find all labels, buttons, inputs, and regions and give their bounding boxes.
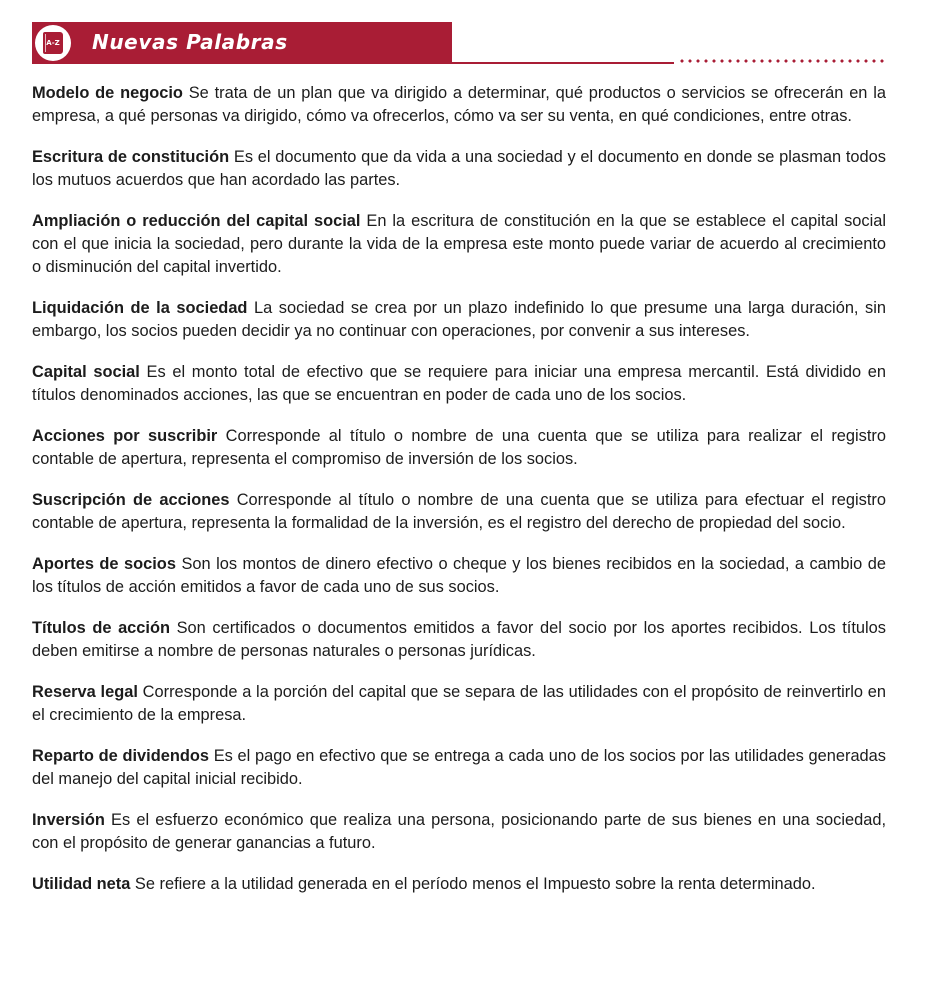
glossary-term: Escritura de constitución bbox=[32, 148, 230, 166]
glossary-entry bbox=[32, 361, 886, 407]
glossary-entry bbox=[32, 617, 886, 663]
glossary-term: Liquidación de la sociedad bbox=[32, 299, 248, 317]
glossary-term: Modelo de negocio bbox=[32, 84, 183, 102]
glossary-definition: La sociedad se crea por un plazo indefinido lo que presume una larga duración, sin embargo, los socios pueden decidir ya no continuar con operaciones, por convenir a sus intereses. bbox=[32, 299, 886, 340]
glossary-term: Ampliación o reducción del capital social bbox=[32, 212, 361, 230]
glossary-entry bbox=[32, 553, 886, 599]
glossary-term: Reserva legal bbox=[32, 683, 138, 701]
dictionary-book-icon bbox=[43, 32, 63, 54]
icon-label: A-Z bbox=[46, 39, 60, 47]
glossary-definition: Corresponde al título o nombre de una cuenta que se utiliza para realizar el registro contable de apertura, representa el compromiso de inversión de los socios. bbox=[32, 427, 887, 468]
glossary-list bbox=[32, 82, 886, 914]
glossary-definition: En la escritura de constitución en la que se establece el capital social con el que inicia la sociedad, pero durante la vida de la empresa este monto puede variar de acuerdo al crecimiento o disminución del capital invertido. bbox=[32, 212, 886, 276]
glossary-definition: Corresponde al título o nombre de una cuenta que se utiliza para efectuar el registro contable de apertura, representa la formalidad de la inversión, es el registro del derecho de propiedad del socio. bbox=[32, 491, 886, 532]
glossary-term: Inversión bbox=[32, 811, 105, 829]
glossary-definition: Corresponde a la porción del capital que se separa de las utilidades con el propósito de reinvertirlo en el crecimiento de la empresa. bbox=[32, 683, 886, 724]
glossary-entry bbox=[32, 82, 886, 128]
glossary-term: Aportes de socios bbox=[32, 555, 176, 573]
glossary-term: Suscripción de acciones bbox=[32, 491, 230, 509]
glossary-term: Títulos de acción bbox=[32, 619, 170, 637]
glossary-entry bbox=[32, 489, 886, 535]
section-header bbox=[32, 22, 884, 66]
header-banner bbox=[32, 22, 452, 64]
glossary-term: Utilidad neta bbox=[32, 875, 131, 893]
glossary-entry bbox=[32, 425, 886, 471]
header-dotted-rule bbox=[678, 58, 884, 64]
glossary-term: Reparto de dividendos bbox=[32, 747, 209, 765]
glossary-definition: Se refiere a la utilidad generada en el período menos el Impuesto sobre la renta determinado. bbox=[134, 875, 816, 893]
glossary-term: Acciones por suscribir bbox=[32, 427, 218, 445]
glossary-entry bbox=[32, 210, 886, 279]
glossary-definition: Se trata de un plan que va dirigido a determinar, qué productos o servicios se ofrecerán en la empresa, a qué personas va dirigido, cómo va ofrecerlos, cómo va ser su venta, en qué condiciones, entre otras. bbox=[32, 84, 886, 125]
section-title: Nuevas Palabras bbox=[92, 30, 288, 54]
glossary-definition: Son los montos de dinero efectivo o cheque y los bienes recibidos en la sociedad, a cambio de los títulos de acción emitidos a favor de cada uno de sus socios. bbox=[32, 555, 886, 596]
glossary-entry bbox=[32, 809, 886, 855]
glossary-definition: Es el pago en efectivo que se entrega a cada uno de los socios por las utilidades generadas del manejo del capital inicial recibido. bbox=[32, 747, 886, 788]
dictionary-icon-badge bbox=[35, 25, 71, 61]
glossary-entry bbox=[32, 297, 886, 343]
glossary-definition: Es el monto total de efectivo que se requiere para iniciar una empresa mercantil. Está dividido en títulos denominados acciones, las que se encuentran en poder de cada uno de los socios. bbox=[32, 363, 886, 404]
glossary-entry bbox=[32, 873, 886, 896]
glossary-entry bbox=[32, 146, 886, 192]
glossary-definition: Es el esfuerzo económico que realiza una persona, posicionando parte de sus bienes en una sociedad, con el propósito de generar ganancias a futuro. bbox=[32, 811, 886, 852]
glossary-term: Capital social bbox=[32, 363, 140, 381]
header-rule bbox=[452, 62, 674, 64]
glossary-entry bbox=[32, 681, 886, 727]
glossary-entry bbox=[32, 745, 886, 791]
glossary-definition: Es el documento que da vida a una sociedad y el documento en donde se plasman todos los mutuos acuerdos que han acordado las partes. bbox=[32, 148, 886, 189]
glossary-definition: Son certificados o documentos emitidos a favor del socio por los aportes recibidos. Los títulos deben emitirse a nombre de personas naturales o personas jurídicas. bbox=[32, 619, 886, 660]
